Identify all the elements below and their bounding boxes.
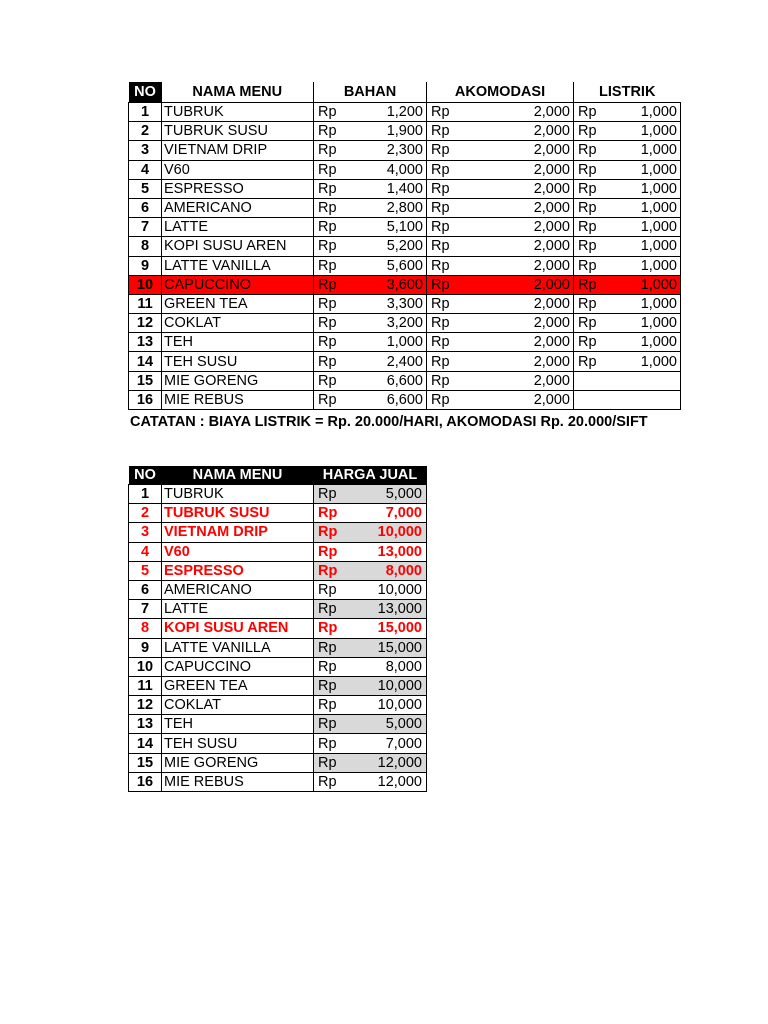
currency-label: Rp (314, 218, 354, 237)
currency-label: Rp (574, 122, 614, 141)
harga-jual-value: 13,000 (354, 542, 427, 561)
currency-label: Rp (314, 179, 354, 198)
menu-name: MIE REBUS (162, 390, 314, 409)
empty-listrik-cell (574, 371, 681, 390)
row-number: 16 (129, 772, 162, 791)
cost-note: CATATAN : BIAYA LISTRIK = Rp. 20.000/HARI, AKOMODASI Rp. 20.000/SIFT (130, 414, 648, 430)
currency-label: Rp (427, 160, 467, 179)
bahan-value: 2,400 (354, 352, 427, 371)
listrik-value: 1,000 (614, 141, 681, 160)
menu-name: V60 (162, 542, 314, 561)
row-number: 15 (129, 371, 162, 390)
currency-label: Rp (427, 256, 467, 275)
table-row (129, 696, 427, 715)
bahan-value: 3,300 (354, 294, 427, 313)
price-table (128, 466, 427, 792)
table-row (129, 371, 681, 390)
harga-jual-value: 12,000 (354, 753, 427, 772)
currency-label: Rp (314, 141, 354, 160)
akomodasi-value: 2,000 (467, 275, 574, 294)
col-header-akomodasi: AKOMODASI (427, 82, 574, 103)
table-row (129, 237, 681, 256)
currency-label: Rp (427, 371, 467, 390)
col-header-listrik: LISTRIK (574, 82, 681, 103)
currency-label: Rp (574, 103, 614, 122)
menu-name: LATTE (162, 600, 314, 619)
row-number: 4 (129, 542, 162, 561)
table-row (129, 657, 427, 676)
currency-label: Rp (427, 333, 467, 352)
akomodasi-value: 2,000 (467, 294, 574, 313)
table-row (129, 179, 681, 198)
harga-jual-value: 15,000 (354, 619, 427, 638)
menu-name: AMERICANO (162, 198, 314, 217)
currency-label: Rp (427, 314, 467, 333)
currency-label: Rp (314, 772, 354, 791)
listrik-value: 1,000 (614, 160, 681, 179)
currency-label: Rp (427, 275, 467, 294)
akomodasi-value: 2,000 (467, 141, 574, 160)
harga-jual-value: 15,000 (354, 638, 427, 657)
row-number: 8 (129, 619, 162, 638)
akomodasi-value: 2,000 (467, 256, 574, 275)
bahan-value: 4,000 (354, 160, 427, 179)
row-number: 9 (129, 638, 162, 657)
currency-label: Rp (314, 523, 354, 542)
bahan-value: 5,600 (354, 256, 427, 275)
harga-jual-value: 10,000 (354, 523, 427, 542)
akomodasi-value: 2,000 (467, 160, 574, 179)
menu-name: TEH SUSU (162, 352, 314, 371)
currency-label: Rp (314, 237, 354, 256)
listrik-value: 1,000 (614, 103, 681, 122)
table-row (129, 275, 681, 294)
harga-jual-value: 13,000 (354, 600, 427, 619)
row-number: 13 (129, 715, 162, 734)
currency-label: Rp (574, 333, 614, 352)
akomodasi-value: 2,000 (467, 218, 574, 237)
menu-name: KOPI SUSU AREN (162, 619, 314, 638)
currency-label: Rp (427, 122, 467, 141)
row-number: 3 (129, 141, 162, 160)
currency-label: Rp (574, 141, 614, 160)
currency-label: Rp (314, 580, 354, 599)
listrik-value: 1,000 (614, 294, 681, 313)
currency-label: Rp (574, 237, 614, 256)
table-row (129, 753, 427, 772)
currency-label: Rp (314, 638, 354, 657)
listrik-value: 1,000 (614, 275, 681, 294)
menu-name: TUBRUK SUSU (162, 504, 314, 523)
menu-name: CAPUCCINO (162, 275, 314, 294)
col-header-nama-menu: NAMA MENU (162, 466, 314, 485)
col-header-harga-jual: HARGA JUAL (314, 466, 427, 485)
currency-label: Rp (314, 753, 354, 772)
currency-label: Rp (574, 275, 614, 294)
bahan-value: 1,200 (354, 103, 427, 122)
menu-name: COKLAT (162, 314, 314, 333)
currency-label: Rp (314, 314, 354, 333)
row-number: 2 (129, 504, 162, 523)
menu-name: AMERICANO (162, 580, 314, 599)
harga-jual-value: 10,000 (354, 580, 427, 599)
col-header-nama-menu: NAMA MENU (162, 82, 314, 103)
table-row (129, 122, 681, 141)
row-number: 15 (129, 753, 162, 772)
akomodasi-value: 2,000 (467, 352, 574, 371)
row-number: 12 (129, 696, 162, 715)
row-number: 7 (129, 600, 162, 619)
table-row (129, 676, 427, 695)
listrik-value: 1,000 (614, 333, 681, 352)
row-number: 5 (129, 561, 162, 580)
table-row (129, 198, 681, 217)
currency-label: Rp (314, 122, 354, 141)
menu-name: MIE GORENG (162, 371, 314, 390)
row-number: 1 (129, 485, 162, 504)
bahan-value: 2,300 (354, 141, 427, 160)
row-number: 11 (129, 294, 162, 313)
table-row (129, 141, 681, 160)
currency-label: Rp (314, 504, 354, 523)
currency-label: Rp (314, 619, 354, 638)
row-number: 14 (129, 734, 162, 753)
akomodasi-value: 2,000 (467, 237, 574, 256)
currency-label: Rp (314, 333, 354, 352)
table-row (129, 333, 681, 352)
akomodasi-value: 2,000 (467, 198, 574, 217)
currency-label: Rp (427, 141, 467, 160)
currency-label: Rp (314, 676, 354, 695)
menu-name: KOPI SUSU AREN (162, 237, 314, 256)
currency-label: Rp (574, 218, 614, 237)
bahan-value: 2,800 (354, 198, 427, 217)
currency-label: Rp (427, 198, 467, 217)
menu-name: V60 (162, 160, 314, 179)
menu-name: ESPRESSO (162, 179, 314, 198)
listrik-value: 1,000 (614, 352, 681, 371)
cost-table (128, 82, 681, 410)
menu-name: GREEN TEA (162, 294, 314, 313)
menu-name: COKLAT (162, 696, 314, 715)
currency-label: Rp (574, 160, 614, 179)
row-number: 3 (129, 523, 162, 542)
currency-label: Rp (314, 696, 354, 715)
table-row (129, 504, 427, 523)
listrik-value: 1,000 (614, 237, 681, 256)
listrik-value: 1,000 (614, 256, 681, 275)
currency-label: Rp (314, 542, 354, 561)
row-number: 13 (129, 333, 162, 352)
menu-name: TEH (162, 333, 314, 352)
menu-name: TUBRUK SUSU (162, 122, 314, 141)
currency-label: Rp (427, 390, 467, 409)
table-row (129, 485, 427, 504)
akomodasi-value: 2,000 (467, 179, 574, 198)
currency-label: Rp (314, 160, 354, 179)
harga-jual-value: 7,000 (354, 734, 427, 753)
row-number: 14 (129, 352, 162, 371)
harga-jual-value: 10,000 (354, 696, 427, 715)
currency-label: Rp (314, 294, 354, 313)
bahan-value: 6,600 (354, 371, 427, 390)
bahan-value: 3,600 (354, 275, 427, 294)
currency-label: Rp (314, 371, 354, 390)
currency-label: Rp (314, 275, 354, 294)
bahan-value: 5,100 (354, 218, 427, 237)
table-row (129, 390, 681, 409)
currency-label: Rp (427, 294, 467, 313)
row-number: 2 (129, 122, 162, 141)
menu-name: MIE GORENG (162, 753, 314, 772)
listrik-value: 1,000 (614, 218, 681, 237)
harga-jual-value: 7,000 (354, 504, 427, 523)
row-number: 7 (129, 218, 162, 237)
bahan-value: 1,000 (354, 333, 427, 352)
menu-name: LATTE (162, 218, 314, 237)
bahan-value: 5,200 (354, 237, 427, 256)
currency-label: Rp (574, 314, 614, 333)
price-table-header (129, 466, 427, 485)
akomodasi-value: 2,000 (467, 314, 574, 333)
table-row (129, 160, 681, 179)
harga-jual-value: 12,000 (354, 772, 427, 791)
akomodasi-value: 2,000 (467, 371, 574, 390)
cost-table-header (129, 82, 681, 103)
currency-label: Rp (314, 103, 354, 122)
currency-label: Rp (574, 198, 614, 217)
table-row (129, 715, 427, 734)
menu-name: LATTE VANILLA (162, 638, 314, 657)
table-row (129, 294, 681, 313)
col-header-no: NO (129, 82, 162, 103)
col-header-bahan: BAHAN (314, 82, 427, 103)
menu-name: TEH (162, 715, 314, 734)
bahan-value: 1,900 (354, 122, 427, 141)
table-row (129, 256, 681, 275)
table-row (129, 619, 427, 638)
listrik-value: 1,000 (614, 122, 681, 141)
akomodasi-value: 2,000 (467, 390, 574, 409)
table-row (129, 600, 427, 619)
menu-name: VIETNAM DRIP (162, 523, 314, 542)
row-number: 12 (129, 314, 162, 333)
table-row (129, 772, 427, 791)
row-number: 9 (129, 256, 162, 275)
row-number: 1 (129, 103, 162, 122)
currency-label: Rp (314, 390, 354, 409)
akomodasi-value: 2,000 (467, 103, 574, 122)
currency-label: Rp (314, 600, 354, 619)
akomodasi-value: 2,000 (467, 333, 574, 352)
currency-label: Rp (427, 237, 467, 256)
table-row (129, 523, 427, 542)
currency-label: Rp (314, 198, 354, 217)
table-row (129, 561, 427, 580)
empty-listrik-cell (574, 390, 681, 409)
row-number: 4 (129, 160, 162, 179)
table-row (129, 352, 681, 371)
currency-label: Rp (314, 561, 354, 580)
harga-jual-value: 8,000 (354, 657, 427, 676)
row-number: 6 (129, 580, 162, 599)
listrik-value: 1,000 (614, 179, 681, 198)
row-number: 5 (129, 179, 162, 198)
table-row (129, 542, 427, 561)
harga-jual-value: 5,000 (354, 715, 427, 734)
menu-name: VIETNAM DRIP (162, 141, 314, 160)
currency-label: Rp (314, 485, 354, 504)
harga-jual-value: 5,000 (354, 485, 427, 504)
row-number: 10 (129, 275, 162, 294)
menu-name: ESPRESSO (162, 561, 314, 580)
currency-label: Rp (427, 179, 467, 198)
currency-label: Rp (314, 256, 354, 275)
row-number: 11 (129, 676, 162, 695)
currency-label: Rp (574, 352, 614, 371)
harga-jual-value: 10,000 (354, 676, 427, 695)
currency-label: Rp (314, 657, 354, 676)
table-row (129, 103, 681, 122)
row-number: 10 (129, 657, 162, 676)
menu-name: GREEN TEA (162, 676, 314, 695)
listrik-value: 1,000 (614, 198, 681, 217)
row-number: 16 (129, 390, 162, 409)
currency-label: Rp (427, 103, 467, 122)
row-number: 6 (129, 198, 162, 217)
menu-name: MIE REBUS (162, 772, 314, 791)
currency-label: Rp (314, 352, 354, 371)
table-row (129, 218, 681, 237)
table-row (129, 314, 681, 333)
table-row (129, 580, 427, 599)
table-row (129, 638, 427, 657)
currency-label: Rp (574, 256, 614, 275)
table-row (129, 734, 427, 753)
menu-name: LATTE VANILLA (162, 256, 314, 275)
currency-label: Rp (574, 294, 614, 313)
menu-name: TUBRUK (162, 485, 314, 504)
currency-label: Rp (427, 218, 467, 237)
menu-name: TUBRUK (162, 103, 314, 122)
row-number: 8 (129, 237, 162, 256)
bahan-value: 6,600 (354, 390, 427, 409)
col-header-no: NO (129, 466, 162, 485)
bahan-value: 1,400 (354, 179, 427, 198)
bahan-value: 3,200 (354, 314, 427, 333)
currency-label: Rp (574, 179, 614, 198)
currency-label: Rp (427, 352, 467, 371)
currency-label: Rp (314, 734, 354, 753)
akomodasi-value: 2,000 (467, 122, 574, 141)
harga-jual-value: 8,000 (354, 561, 427, 580)
menu-name: CAPUCCINO (162, 657, 314, 676)
menu-name: TEH SUSU (162, 734, 314, 753)
currency-label: Rp (314, 715, 354, 734)
listrik-value: 1,000 (614, 314, 681, 333)
